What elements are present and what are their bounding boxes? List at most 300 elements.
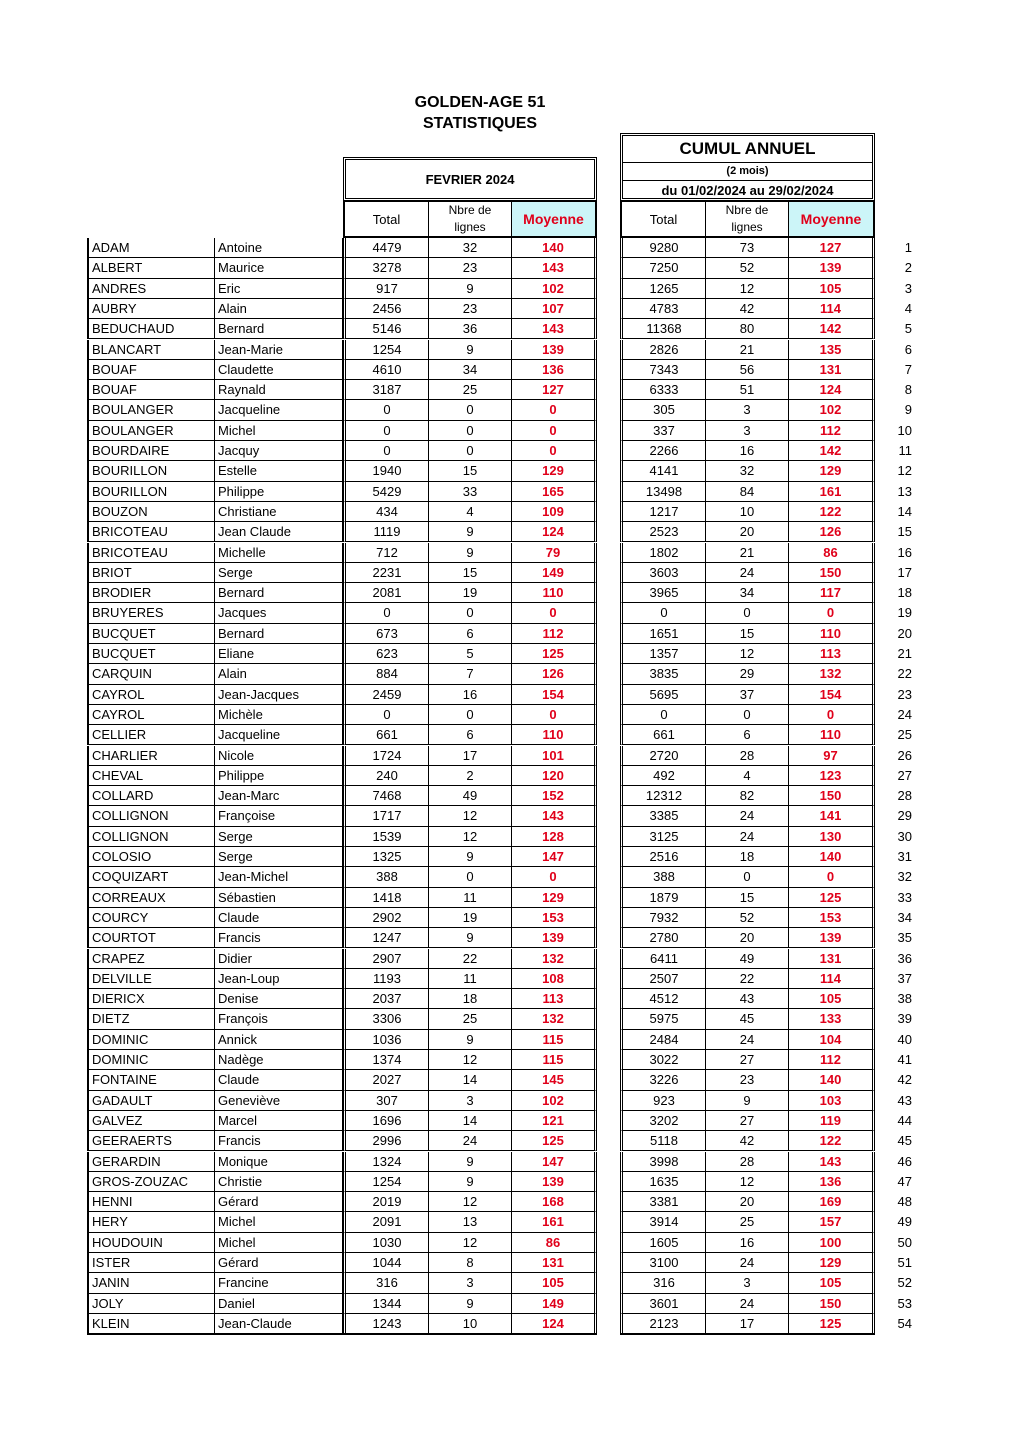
month-total-cell: 434 <box>343 502 429 522</box>
cumul-lines-cell: 28 <box>706 746 789 766</box>
month-average-cell: 0 <box>512 705 597 725</box>
row-number: 51 <box>897 1255 912 1270</box>
cumul-lines-cell: 3 <box>706 1273 789 1293</box>
cumul-total-cell: 3965 <box>620 583 706 603</box>
row-number: 10 <box>897 422 912 438</box>
month-average-cell: 125 <box>512 1131 597 1151</box>
cumul-total-cell: 3998 <box>620 1152 706 1172</box>
last-name-cell: CARQUIN <box>87 664 215 684</box>
month-lines-cell: 11 <box>429 888 512 908</box>
month-average-cell: 121 <box>512 1111 597 1131</box>
row-number: 42 <box>897 1072 912 1088</box>
month-average-cell: 125 <box>512 644 597 664</box>
first-name-cell: Estelle <box>215 461 343 481</box>
month-total-cell: 1247 <box>343 928 429 948</box>
first-name-cell: Jean-Claude <box>215 1314 343 1334</box>
cumul-lines-cell: 52 <box>706 258 789 278</box>
month-total-cell: 4479 <box>343 238 429 258</box>
header-lines-line2: lignes <box>454 220 486 234</box>
month-total-cell: 623 <box>343 644 429 664</box>
month-average-cell: 132 <box>512 1009 597 1029</box>
cumul-range: du 01/02/2024 au 29/02/2024 <box>661 183 834 198</box>
cumul-total-cell: 5695 <box>620 685 706 705</box>
first-name-cell: Gérard <box>215 1192 343 1212</box>
month-total-cell: 307 <box>343 1091 429 1111</box>
cumul-average-cell: 0 <box>789 603 875 623</box>
cumul-average-cell: 150 <box>789 563 875 583</box>
cumul-total-cell: 11368 <box>620 319 706 339</box>
month-average-cell: 110 <box>512 725 597 745</box>
cumul-lines-cell: 21 <box>706 340 789 360</box>
month-total-cell: 673 <box>343 624 429 644</box>
month-lines-cell: 9 <box>429 340 512 360</box>
month-average-cell: 143 <box>512 806 597 826</box>
first-name-cell: Gérard <box>215 1253 343 1273</box>
month-total-cell: 1344 <box>343 1294 429 1314</box>
cumul-average-cell: 135 <box>789 340 875 360</box>
row-number: 23 <box>897 686 912 702</box>
cumul-average-cell: 139 <box>789 928 875 948</box>
cumul-lines-cell: 20 <box>706 928 789 948</box>
month-average-cell: 140 <box>512 238 597 258</box>
last-name-cell: ISTER <box>87 1253 215 1273</box>
month-total-cell: 1036 <box>343 1030 429 1050</box>
month-average-cell: 124 <box>512 522 597 542</box>
month-average-cell: 165 <box>512 482 597 502</box>
cumul-average-cell: 113 <box>789 644 875 664</box>
cumul-lines-cell: 22 <box>706 969 789 989</box>
last-name-cell: CHARLIER <box>87 746 215 766</box>
cumul-total-cell: 388 <box>620 867 706 887</box>
row-number: 21 <box>897 646 912 661</box>
last-name-cell: GROS-ZOUZAC <box>87 1172 215 1192</box>
month-lines-cell: 14 <box>429 1111 512 1131</box>
cumul-lines-cell: 73 <box>706 238 789 258</box>
first-name-cell: Denise <box>215 989 343 1009</box>
month-average-cell: 109 <box>512 502 597 522</box>
month-lines-cell: 25 <box>429 1009 512 1029</box>
month-average-cell: 105 <box>512 1273 597 1293</box>
cumul-total-cell: 337 <box>620 421 706 441</box>
last-name-cell: DOMINIC <box>87 1050 215 1070</box>
last-name-cell: COLLIGNON <box>87 827 215 847</box>
cumul-lines-cell: 23 <box>706 1070 789 1090</box>
cumul-average-cell: 126 <box>789 522 875 542</box>
month-lines-cell: 12 <box>429 1050 512 1070</box>
cumul-lines-cell: 24 <box>706 1030 789 1050</box>
cumul-average-cell: 123 <box>789 766 875 786</box>
cumul-lines-cell: 9 <box>706 1091 789 1111</box>
cumul-lines-cell: 16 <box>706 441 789 461</box>
cumul-lines-cell: 24 <box>706 806 789 826</box>
month-total-cell: 2902 <box>343 908 429 928</box>
month-average-cell: 0 <box>512 603 597 623</box>
last-name-cell: ALBERT <box>87 258 215 278</box>
month-lines-cell: 15 <box>429 563 512 583</box>
month-total-cell: 7468 <box>343 786 429 806</box>
first-name-cell: Eric <box>215 279 343 299</box>
month-column-headers <box>343 200 597 238</box>
month-lines-cell: 0 <box>429 867 512 887</box>
month-lines-cell: 13 <box>429 1212 512 1232</box>
cumul-lines-cell: 20 <box>706 522 789 542</box>
month-average-cell: 136 <box>512 360 597 380</box>
last-name-cell: BRIOT <box>87 563 215 583</box>
cumul-average-cell: 0 <box>789 867 875 887</box>
month-lines-cell: 32 <box>429 238 512 258</box>
month-average-cell: 129 <box>512 888 597 908</box>
cumul-total-cell: 2484 <box>620 1030 706 1050</box>
cumul-total-cell: 4141 <box>620 461 706 481</box>
cumul-lines-cell: 80 <box>706 319 789 339</box>
row-number: 48 <box>897 1194 912 1210</box>
last-name-cell: FONTAINE <box>87 1070 215 1090</box>
month-total-cell: 2231 <box>343 563 429 583</box>
cumul-lines-cell: 43 <box>706 989 789 1009</box>
cumul-lines-cell: 12 <box>706 1172 789 1192</box>
cumul-lines-cell: 24 <box>706 827 789 847</box>
first-name-cell: Jacqueline <box>215 725 343 745</box>
header-lines <box>429 202 512 236</box>
month-total-cell: 1325 <box>343 847 429 867</box>
row-number: 22 <box>897 666 912 682</box>
cumul-average-cell: 104 <box>789 1030 875 1050</box>
row-number: 54 <box>897 1315 912 1331</box>
cumul-lines-cell: 28 <box>706 1152 789 1172</box>
last-name-cell: HERY <box>87 1212 215 1232</box>
cumul-total-cell: 316 <box>620 1273 706 1293</box>
cumul-average-cell: 119 <box>789 1111 875 1131</box>
cumul-average-cell: 150 <box>789 786 875 806</box>
cumul-average-cell: 142 <box>789 319 875 339</box>
month-average-cell: 168 <box>512 1192 597 1212</box>
month-total-cell: 3187 <box>343 380 429 400</box>
row-number: 2 <box>904 260 912 276</box>
month-total-cell: 3278 <box>343 258 429 278</box>
last-name-cell: BOURDAIRE <box>87 441 215 461</box>
month-total-cell: 1324 <box>343 1152 429 1172</box>
first-name-cell: Daniel <box>215 1294 343 1314</box>
month-average-cell: 129 <box>512 461 597 481</box>
first-name-cell: Jean-Jacques <box>215 685 343 705</box>
month-lines-cell: 2 <box>429 766 512 786</box>
cumul-average-cell: 141 <box>789 806 875 826</box>
cumul-total-cell: 12312 <box>620 786 706 806</box>
first-name-cell: François <box>215 1009 343 1029</box>
cumul-lines-cell: 24 <box>706 1294 789 1314</box>
month-average-cell: 127 <box>512 380 597 400</box>
last-name-cell: BLANCART <box>87 340 215 360</box>
month-lines-cell: 3 <box>429 1273 512 1293</box>
cumul-average-cell: 97 <box>789 746 875 766</box>
month-lines-cell: 9 <box>429 543 512 563</box>
cumul-lines-cell: 3 <box>706 421 789 441</box>
month-average-cell: 113 <box>512 989 597 1009</box>
cumul-average-cell: 117 <box>789 583 875 603</box>
month-lines-cell: 9 <box>429 1152 512 1172</box>
month-average-cell: 79 <box>512 543 597 563</box>
month-lines-cell: 12 <box>429 1192 512 1212</box>
month-lines-cell: 9 <box>429 928 512 948</box>
table-bottom-border <box>620 1333 875 1335</box>
month-lines-cell: 3 <box>429 1091 512 1111</box>
month-total-cell: 1539 <box>343 827 429 847</box>
row-number: 6 <box>904 341 912 357</box>
header-average: Moyenne <box>789 202 873 236</box>
month-average-cell: 110 <box>512 583 597 603</box>
cumul-total-cell: 7343 <box>620 360 706 380</box>
first-name-cell: Annick <box>215 1030 343 1050</box>
last-name-cell: DELVILLE <box>87 969 215 989</box>
cumul-average-cell: 112 <box>789 421 875 441</box>
first-name-cell: Michel <box>215 1212 343 1232</box>
cumul-average-cell: 161 <box>789 482 875 502</box>
row-number: 37 <box>897 970 912 986</box>
header-total: Total <box>345 202 429 236</box>
header-lines-line1: Nbre de <box>725 203 769 217</box>
first-name-cell: Jacques <box>215 603 343 623</box>
month-lines-cell: 0 <box>429 400 512 420</box>
month-lines-cell: 0 <box>429 705 512 725</box>
cumul-average-cell: 154 <box>789 685 875 705</box>
month-lines-cell: 12 <box>429 806 512 826</box>
cumul-total-cell: 4783 <box>620 299 706 319</box>
month-total-cell: 316 <box>343 1273 429 1293</box>
cumul-average-cell: 131 <box>789 949 875 969</box>
header-total: Total <box>622 202 706 236</box>
month-total-cell: 661 <box>343 725 429 745</box>
cumul-average-cell: 114 <box>789 969 875 989</box>
month-total-cell: 1374 <box>343 1050 429 1070</box>
month-average-cell: 120 <box>512 766 597 786</box>
cumul-lines-cell: 29 <box>706 664 789 684</box>
month-average-cell: 161 <box>512 1212 597 1232</box>
month-lines-cell: 11 <box>429 969 512 989</box>
month-total-cell: 2091 <box>343 1212 429 1232</box>
cumul-average-cell: 140 <box>789 847 875 867</box>
cumul-total-cell: 0 <box>620 603 706 623</box>
first-name-cell: Bernard <box>215 624 343 644</box>
last-name-cell: COLLARD <box>87 786 215 806</box>
month-lines-cell: 9 <box>429 1030 512 1050</box>
month-average-cell: 112 <box>512 624 597 644</box>
row-number: 43 <box>897 1092 912 1108</box>
last-name-cell: BRUYERES <box>87 603 215 623</box>
first-name-cell: Maurice <box>215 258 343 278</box>
first-name-cell: Philippe <box>215 482 343 502</box>
cumul-total-cell: 1357 <box>620 644 706 664</box>
cumul-lines-cell: 12 <box>706 644 789 664</box>
row-number: 9 <box>904 402 912 418</box>
first-name-cell: Eliane <box>215 644 343 664</box>
cumul-lines-cell: 0 <box>706 603 789 623</box>
month-total-cell: 2027 <box>343 1070 429 1090</box>
first-name-cell: Jacqueline <box>215 400 343 420</box>
row-number: 31 <box>897 849 912 864</box>
month-average-cell: 0 <box>512 421 597 441</box>
row-number: 25 <box>897 727 912 743</box>
cumul-lines-cell: 24 <box>706 1253 789 1273</box>
month-lines-cell: 17 <box>429 746 512 766</box>
cumul-average-cell: 105 <box>789 279 875 299</box>
cumul-average-cell: 157 <box>789 1212 875 1232</box>
month-average-cell: 139 <box>512 340 597 360</box>
cumul-total-cell: 2266 <box>620 441 706 461</box>
row-number: 38 <box>897 991 912 1007</box>
first-name-cell: Christie <box>215 1172 343 1192</box>
first-name-cell: Serge <box>215 563 343 583</box>
month-header <box>343 157 597 201</box>
last-name-cell: COQUIZART <box>87 867 215 887</box>
table-bottom-border <box>87 1333 343 1335</box>
row-number: 32 <box>897 869 912 885</box>
row-number: 14 <box>897 503 912 519</box>
cumul-lines-cell: 15 <box>706 624 789 644</box>
row-number: 53 <box>897 1295 912 1311</box>
last-name-cell: CELLIER <box>87 725 215 745</box>
first-name-cell: Michel <box>215 421 343 441</box>
cumul-average-cell: 105 <box>789 1273 875 1293</box>
month-average-cell: 139 <box>512 1172 597 1192</box>
cumul-lines-cell: 21 <box>706 543 789 563</box>
cumul-lines-cell: 49 <box>706 949 789 969</box>
month-average-cell: 115 <box>512 1050 597 1070</box>
header-lines-line1: Nbre de <box>448 203 492 217</box>
month-lines-cell: 12 <box>429 827 512 847</box>
first-name-cell: Francine <box>215 1273 343 1293</box>
month-lines-cell: 6 <box>429 725 512 745</box>
month-total-cell: 1193 <box>343 969 429 989</box>
row-number: 16 <box>897 544 912 560</box>
cumul-total-cell: 5118 <box>620 1131 706 1151</box>
month-total-cell: 388 <box>343 867 429 887</box>
last-name-cell: GEERAERTS <box>87 1131 215 1151</box>
month-average-cell: 139 <box>512 928 597 948</box>
cumul-average-cell: 124 <box>789 380 875 400</box>
month-lines-cell: 9 <box>429 1294 512 1314</box>
month-total-cell: 3306 <box>343 1009 429 1029</box>
month-average-cell: 107 <box>512 299 597 319</box>
cumul-lines-cell: 20 <box>706 1192 789 1212</box>
last-name-cell: CRAPEZ <box>87 949 215 969</box>
month-average-cell: 0 <box>512 867 597 887</box>
month-lines-cell: 25 <box>429 380 512 400</box>
cumul-total-cell: 4512 <box>620 989 706 1009</box>
month-lines-cell: 33 <box>429 482 512 502</box>
last-name-cell: GALVEZ <box>87 1111 215 1131</box>
header-lines <box>706 202 789 236</box>
last-name-cell: HENNI <box>87 1192 215 1212</box>
month-average-cell: 0 <box>512 441 597 461</box>
month-average-cell: 145 <box>512 1070 597 1090</box>
cumul-lines-cell: 52 <box>706 908 789 928</box>
cumul-total-cell: 6333 <box>620 380 706 400</box>
last-name-cell: AUBRY <box>87 299 215 319</box>
last-name-cell: BOUAF <box>87 360 215 380</box>
last-name-cell: ANDRES <box>87 279 215 299</box>
row-number: 17 <box>897 564 912 580</box>
month-lines-cell: 24 <box>429 1131 512 1151</box>
header-lines-line2: lignes <box>731 220 763 234</box>
month-lines-cell: 9 <box>429 522 512 542</box>
month-lines-cell: 16 <box>429 685 512 705</box>
cumul-average-cell: 125 <box>789 1314 875 1334</box>
row-number: 41 <box>897 1052 912 1067</box>
cumul-total-cell: 3202 <box>620 1111 706 1131</box>
month-lines-cell: 7 <box>429 664 512 684</box>
cumul-total-cell: 2826 <box>620 340 706 360</box>
row-number: 20 <box>897 625 912 641</box>
month-average-cell: 101 <box>512 746 597 766</box>
cumul-average-cell: 105 <box>789 989 875 1009</box>
first-name-cell: Francis <box>215 928 343 948</box>
cumul-average-cell: 114 <box>789 299 875 319</box>
cumul-lines-cell: 42 <box>706 1131 789 1151</box>
month-lines-cell: 0 <box>429 441 512 461</box>
cumul-lines-cell: 6 <box>706 725 789 745</box>
row-number: 18 <box>897 585 912 601</box>
cumul-lines-cell: 17 <box>706 1314 789 1334</box>
first-name-cell: Marcel <box>215 1111 343 1131</box>
last-name-cell: COURCY <box>87 908 215 928</box>
month-lines-cell: 9 <box>429 1172 512 1192</box>
row-number: 52 <box>897 1275 912 1291</box>
first-name-cell: Jean-Marie <box>215 340 343 360</box>
month-total-cell: 1254 <box>343 340 429 360</box>
last-name-cell: DIETZ <box>87 1009 215 1029</box>
month-average-cell: 102 <box>512 1091 597 1111</box>
cumul-average-cell: 143 <box>789 1152 875 1172</box>
cumul-total-cell: 661 <box>620 725 706 745</box>
month-average-cell: 147 <box>512 1152 597 1172</box>
row-number: 28 <box>897 788 912 804</box>
first-name-cell: Michelle <box>215 543 343 563</box>
last-name-cell: DIERICX <box>87 989 215 1009</box>
first-name-cell: Michèle <box>215 705 343 725</box>
month-total-cell: 1717 <box>343 806 429 826</box>
month-average-cell: 154 <box>512 685 597 705</box>
cumul-total-cell: 1265 <box>620 279 706 299</box>
cumul-total-cell: 7250 <box>620 258 706 278</box>
month-average-cell: 149 <box>512 563 597 583</box>
first-name-cell: Nicole <box>215 746 343 766</box>
month-total-cell: 240 <box>343 766 429 786</box>
last-name-cell: COURTOT <box>87 928 215 948</box>
first-name-cell: Philippe <box>215 766 343 786</box>
cumul-lines-cell: 27 <box>706 1050 789 1070</box>
cumul-average-cell: 125 <box>789 888 875 908</box>
month-total-cell: 1940 <box>343 461 429 481</box>
cumul-lines-cell: 34 <box>706 583 789 603</box>
cumul-lines-cell: 0 <box>706 705 789 725</box>
last-name-cell: BOULANGER <box>87 421 215 441</box>
cumul-average-cell: 132 <box>789 664 875 684</box>
row-number: 45 <box>897 1133 912 1149</box>
last-name-cell: DOMINIC <box>87 1030 215 1050</box>
last-name-cell: HOUDOUIN <box>87 1233 215 1253</box>
cumul-average-cell: 100 <box>789 1233 875 1253</box>
first-name-cell: Claudette <box>215 360 343 380</box>
cumul-total-cell: 3601 <box>620 1294 706 1314</box>
month-average-cell: 153 <box>512 908 597 928</box>
cumul-average-cell: 136 <box>789 1172 875 1192</box>
cumul-total-cell: 2507 <box>620 969 706 989</box>
month-total-cell: 884 <box>343 664 429 684</box>
month-average-cell: 128 <box>512 827 597 847</box>
month-average-cell: 147 <box>512 847 597 867</box>
cumul-average-cell: 153 <box>789 908 875 928</box>
month-label: FEVRIER 2024 <box>425 171 515 187</box>
